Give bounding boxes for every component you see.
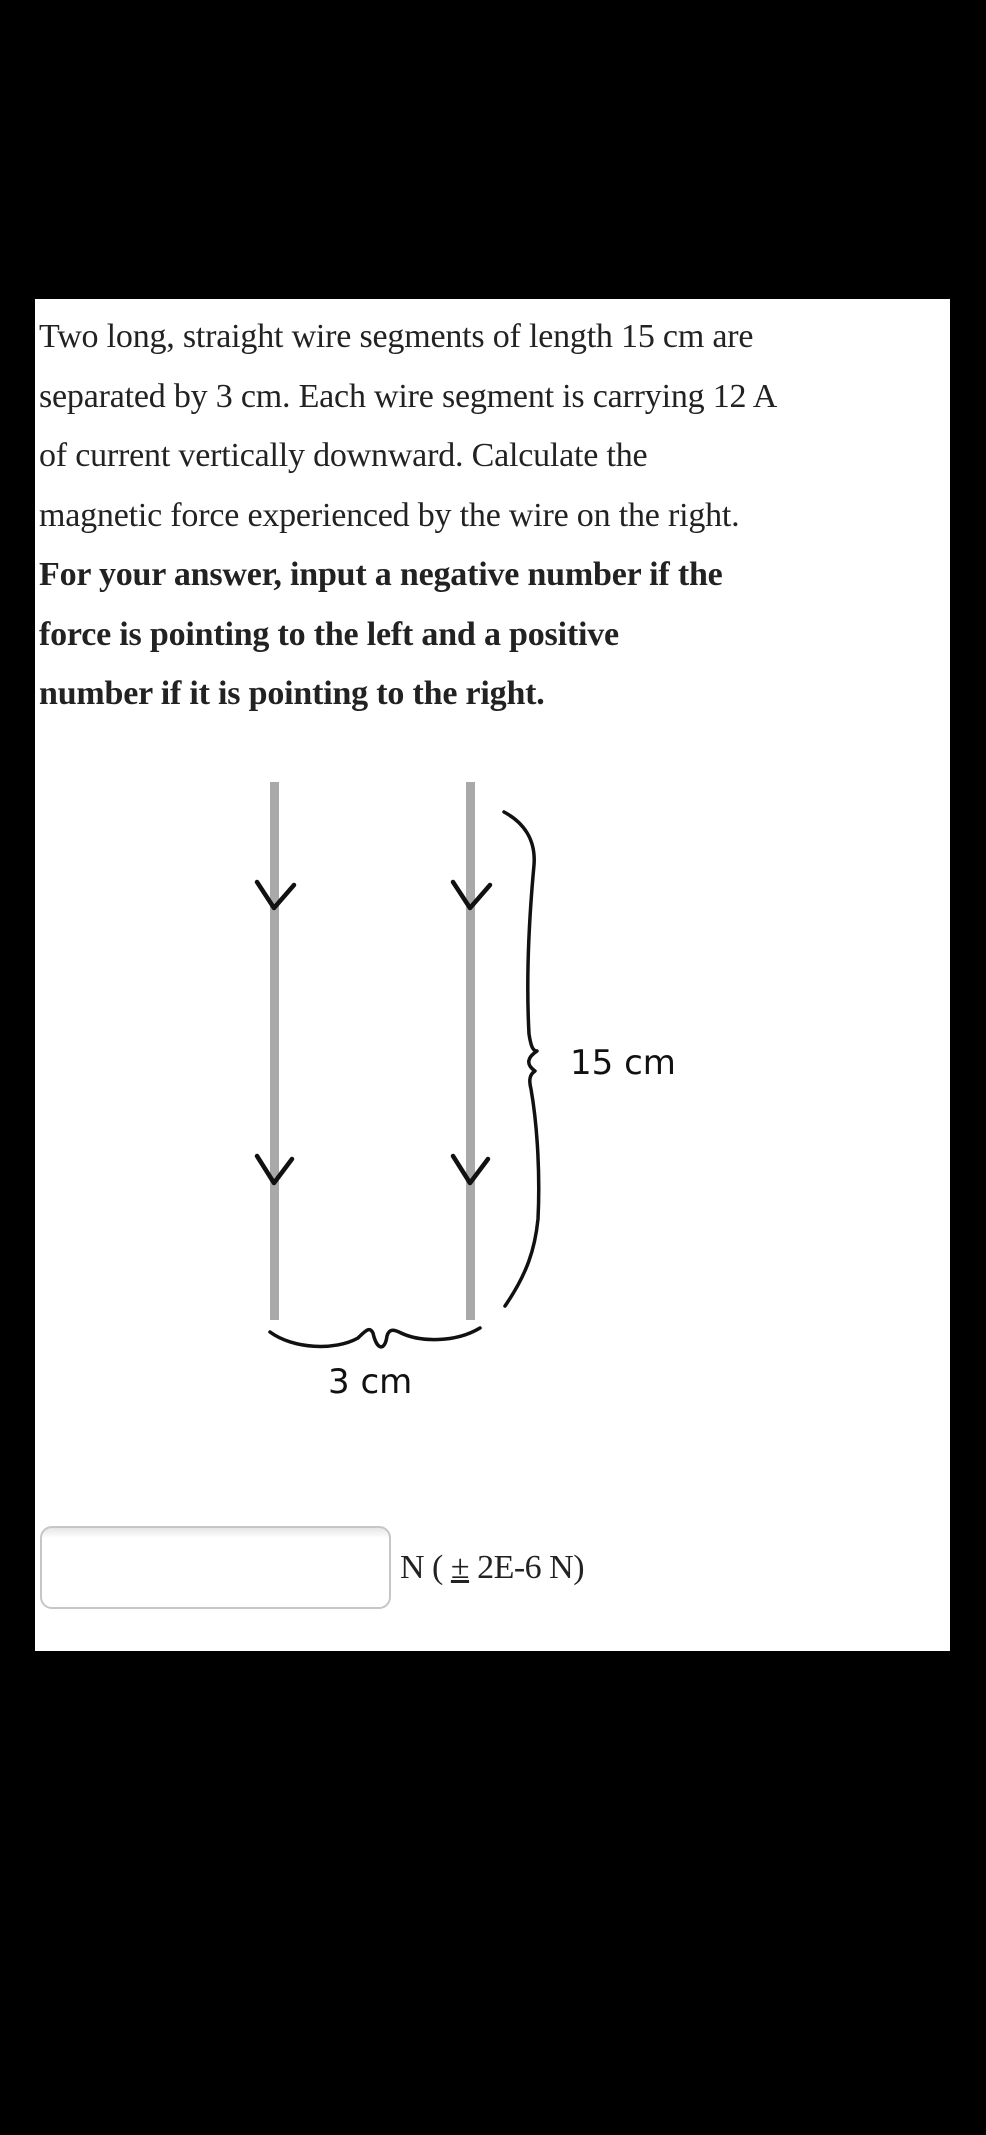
answer-row [40,1526,584,1609]
question-line: separated by 3 cm. Each wire segment is carrying 12 A [39,377,778,415]
question-line: of current vertically downward. Calculate the [39,437,648,474]
question-line: magnetic force experienced by the wire on the right. [39,496,740,534]
unit-prefix: N ( [400,1548,443,1586]
answer-input[interactable] [40,1526,391,1609]
plus-minus-icon: ± [450,1548,470,1586]
question-line: Two long, straight wire segments of length 15 cm are [39,318,754,355]
length-brace-icon [504,812,539,1306]
separation-label: 3 cm [328,1362,413,1402]
tolerance-value: 2E-6 N) [469,1548,585,1586]
right-wire [466,782,475,1320]
length-label: 15 cm [570,1043,676,1083]
unit-tolerance-label [400,1549,584,1587]
wire-diagram [35,299,950,1651]
left-wire [270,782,279,1320]
separation-brace-icon [270,1328,480,1347]
instruction-line: number if it is pointing to the right. [39,675,545,712]
instruction-line: For your answer, input a negative number if the [39,556,723,593]
instruction-line: force is pointing to the left and a positive [39,615,619,653]
question-card [35,299,950,1651]
